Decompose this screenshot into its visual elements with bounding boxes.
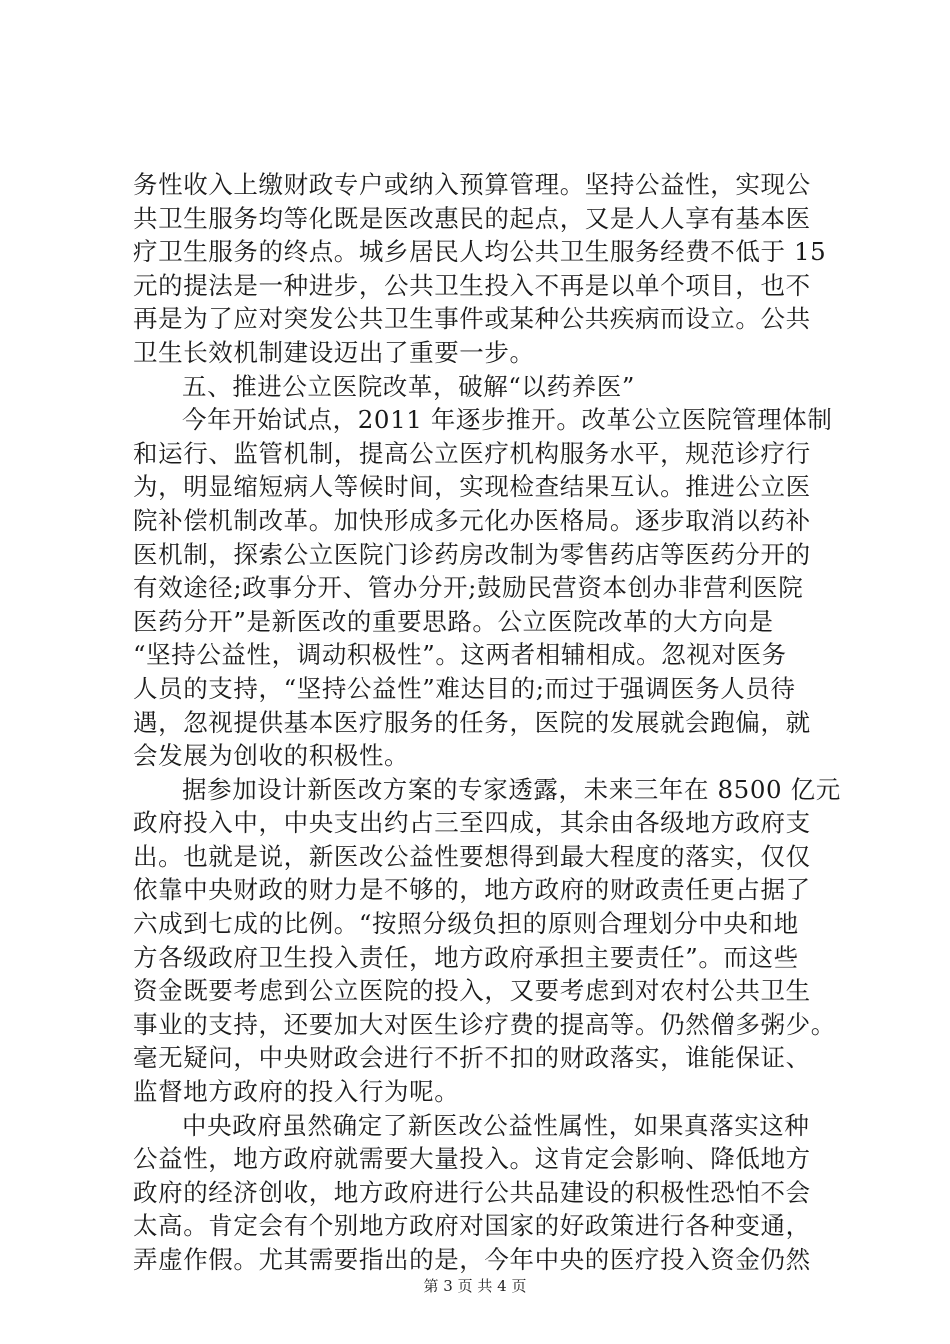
text-line: 依靠中央财政的财力是不够的，地方政府的财政责任更占据了 [133, 875, 811, 905]
text-line: 毫无疑问，中央财政会进行不折不扣的财政落实，谁能保证、 [133, 1043, 811, 1073]
text-line: 院补偿机制改革。加快形成多元化办医格局。逐步取消以药补 [133, 505, 811, 535]
text-line: 政府投入中，中央支出约占三至四成，其余由各级地方政府支 [133, 808, 811, 838]
text-line: 医药分开”是新医改的重要思路。公立医院改革的大方向是 [133, 606, 774, 636]
text-line: 弄虚作假。尤其需要指出的是，今年中央的医疗投入资金仍然 [133, 1245, 811, 1274]
text-line: 六成到七成的比例。“按照分级负担的原则合理划分中央和地 [133, 909, 799, 939]
text-line: 疗卫生服务的终点。城乡居民人均公共卫生服务经费不低于 15 [133, 237, 827, 267]
text-line: 今年开始试点，2011 年逐步推开。改革公立医院管理体制 [182, 405, 833, 435]
text-line: 太高。肯定会有个别地方政府对国家的好政策进行各种变通， [133, 1211, 811, 1241]
text-line: 中央政府虽然确定了新医改公益性属性，如果真落实这种 [182, 1110, 810, 1140]
page-footer: 第 3 页 共 4 页 [423, 1277, 527, 1295]
text-line: 五、推进公立医院改革，破解“以药养医” [182, 371, 635, 401]
text-line: 人员的支持，“坚持公益性”难达目的;而过于强调医务人员待 [133, 673, 796, 703]
text-line: 共卫生服务均等化既是医改惠民的起点，又是人人享有基本医 [133, 203, 811, 233]
text-line: 会发展为创收的积极性。 [133, 741, 410, 771]
text-line: 医机制，探索公立医院门诊药房改制为零售药店等医药分开的 [133, 539, 811, 569]
text-line: 务性收入上缴财政专户或纳入预算管理。坚持公益性，实现公 [133, 170, 811, 199]
text-line: 和运行、监管机制，提高公立医疗机构服务水平，规范诊疗行 [133, 438, 811, 468]
text-line: 再是为了应对突发公共卫生事件或某种公共疾病而设立。公共 [133, 304, 811, 334]
text-line: 政府的经济创收，地方政府进行公共品建设的积极性恐怕不会 [133, 1177, 811, 1207]
text-line: 事业的支持，还要加大对医生诊疗费的提高等。仍然僧多粥少。 [133, 1009, 836, 1039]
text-line: 据参加设计新医改方案的专家透露，未来三年在 8500 亿元 [182, 774, 841, 804]
text-line: 方各级政府卫生投入责任，地方政府承担主要责任”。而这些 [133, 942, 799, 972]
text-line: 有效途径;政事分开、管办分开;鼓励民营资本创办非营利医院 [133, 573, 804, 603]
text-line: 元的提法是一种进步，公共卫生投入不再是以单个项目，也不 [133, 270, 811, 300]
text-line: 资金既要考虑到公立医院的投入，又要考虑到对农村公共卫生 [133, 976, 811, 1006]
text-line: “坚持公益性，调动积极性”。这两者相辅相成。忽视对医务 [133, 640, 787, 670]
body-text [133, 168, 841, 1277]
text-line: 为，明显缩短病人等候时间，实现检查结果互认。推进公立医 [133, 472, 811, 502]
text-line: 遇，忽视提供基本医疗服务的任务，医院的发展就会跑偏，就 [133, 707, 811, 737]
text-line: 监督地方政府的投入行为呢。 [133, 1077, 460, 1107]
text-line: 出。也就是说，新医改公益性要想得到最大程度的落实，仅仅 [133, 841, 811, 871]
text-line: 卫生长效机制建设迈出了重要一步。 [133, 337, 535, 367]
text-line: 公益性，地方政府就需要大量投入。这肯定会影响、降低地方 [133, 1144, 811, 1174]
